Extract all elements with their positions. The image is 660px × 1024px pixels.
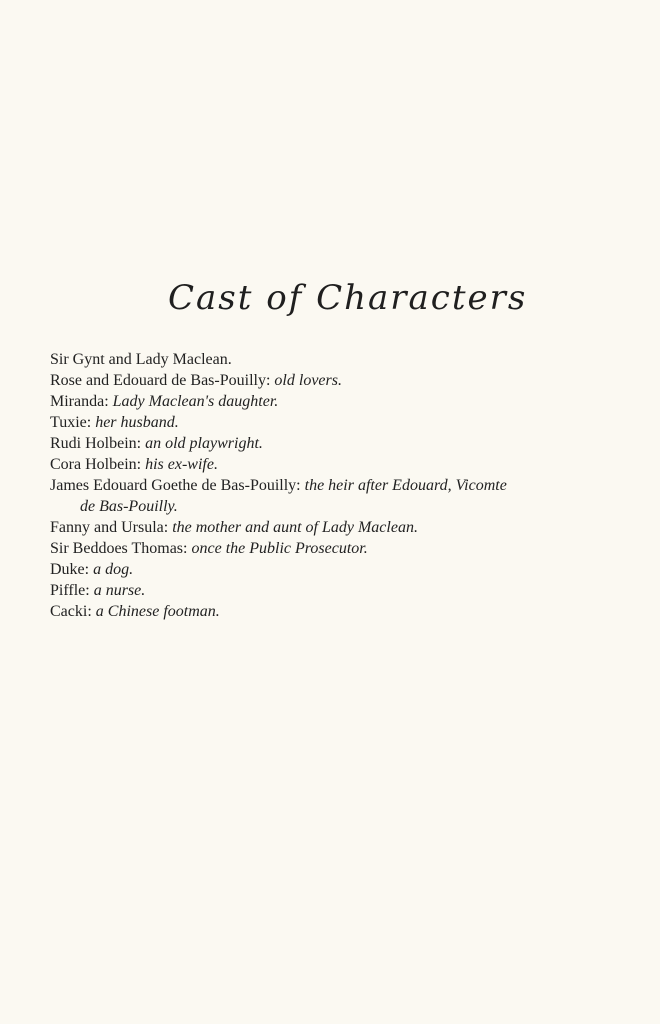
character-name: Miranda: [50,393,113,410]
character-description: a dog. [93,561,134,578]
list-item [50,538,630,559]
cast-list [50,349,630,622]
character-name: Piffle: [50,582,94,599]
character-name: Duke: [50,561,94,578]
character-description: old lovers. [274,372,342,389]
character-description: her husband. [95,414,179,431]
character-name: Rose and Edouard de Bas-Pouilly: [50,372,275,389]
list-item [50,391,630,412]
character-description: his ex-wife. [145,456,218,473]
character-description: an old playwright. [145,435,263,452]
list-item [50,370,630,391]
list-item [50,580,630,601]
character-name: James Edouard Goethe de Bas-Pouilly: [50,477,305,494]
character-name: Sir Gynt and Lady Maclean. [50,351,232,368]
character-name: Cora Holbein: [50,456,146,473]
character-description: a nurse. [93,582,146,599]
list-item [50,559,630,580]
list-item [50,349,630,370]
character-name: Tuxie: [50,414,96,431]
list-item [50,601,630,622]
character-name: Rudi Holbein: [50,435,146,452]
list-item [50,517,630,538]
character-description: Lady Maclean's daughter. [112,393,279,410]
list-item [50,475,630,517]
character-name: Cacki: [50,603,96,620]
character-name: Fanny and Ursula: [50,519,173,536]
list-item [50,412,630,433]
character-name: Sir Beddoes Thomas: [50,540,192,557]
page-title: Cast of Characters [168,278,528,318]
character-description: a Chinese footman. [95,603,220,620]
list-item [50,433,630,454]
character-description-continued: de Bas-Pouilly. [80,498,178,515]
character-description: the mother and aunt of Lady Maclean. [172,519,418,536]
character-description: the heir after Edouard, Vicomte [304,477,507,494]
list-item [50,454,630,475]
character-description: once the Public Prosecutor. [191,540,368,557]
